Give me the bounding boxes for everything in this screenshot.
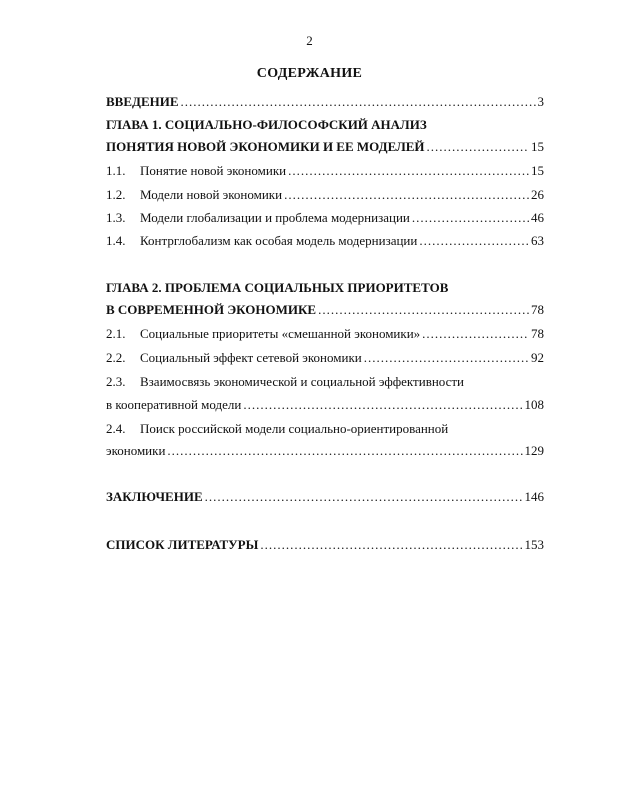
- toc-entry-2-3[interactable]: [106, 397, 544, 413]
- toc-entry-2-3-line1[interactable]: [106, 374, 544, 390]
- toc-entry-label: ЗАКЛЮЧЕНИЕ: [106, 489, 203, 504]
- toc-entry-2-4[interactable]: [106, 443, 544, 459]
- dot-leader: [284, 187, 529, 203]
- toc-entry-intro[interactable]: [106, 94, 544, 110]
- section-title-continued: в кооперативной модели: [106, 397, 242, 412]
- chapter-2-heading[interactable]: ГЛАВА 2. ПРОБЛЕМА СОЦИАЛЬНЫХ ПРИОРИТЕТОВ: [106, 280, 449, 295]
- section-title: Контрглобализм как особая модель модернизации: [140, 233, 418, 248]
- toc-entry-page: 15: [531, 163, 544, 178]
- toc-entry-page: 92: [531, 350, 544, 365]
- section-number: 2.3.: [106, 374, 126, 389]
- toc-entry-page: 78: [531, 326, 544, 341]
- toc-entry-page: 108: [524, 397, 544, 412]
- toc-entry-chapter-1[interactable]: [106, 139, 544, 155]
- toc-entry-page: 129: [524, 443, 544, 458]
- toc-entry-page: 153: [524, 537, 544, 552]
- section-title: Социальные приоритеты «смешанной экономики»: [140, 326, 421, 341]
- dot-leader: [288, 163, 529, 179]
- toc-entry-conclusion[interactable]: [106, 489, 544, 505]
- dot-leader: [260, 537, 522, 553]
- chapter-2-heading-line2: В СОВРЕМЕННОЙ ЭКОНОМИКЕ: [106, 302, 317, 317]
- section-title: Модели глобализации и проблема модернизации: [140, 210, 410, 225]
- page-number: 2: [306, 33, 313, 48]
- section-title: Модели новой экономики: [140, 187, 283, 202]
- dot-leader: [243, 397, 522, 413]
- toc-entry-label: СПИСОК ЛИТЕРАТУРЫ: [106, 537, 259, 552]
- toc-entry-page: 46: [531, 210, 544, 225]
- toc-title: СОДЕРЖАНИЕ: [256, 66, 363, 81]
- dot-leader: [422, 326, 529, 342]
- dot-leader: [412, 210, 529, 226]
- section-title: Взаимосвязь экономической и социальной эффективности: [140, 374, 465, 389]
- section-title: Понятие новой экономики: [140, 163, 287, 178]
- toc-entry-2-4-line1[interactable]: [106, 421, 544, 437]
- dot-leader: [167, 443, 522, 459]
- chapter-1-heading[interactable]: ГЛАВА 1. СОЦИАЛЬНО-ФИЛОСОФСКИЙ АНАЛИЗ: [106, 117, 427, 132]
- toc-entry-page: 26: [531, 187, 544, 202]
- toc-entry-label: ВВЕДЕНИЕ: [106, 94, 179, 109]
- toc-entry-page: 15: [531, 139, 544, 154]
- section-number: 2.2.: [106, 350, 126, 365]
- section-title: Социальный эффект сетевой экономики: [140, 350, 362, 365]
- toc-entry-page: 63: [531, 233, 544, 248]
- section-number: 1.3.: [106, 210, 126, 225]
- toc-entry-bibliography[interactable]: [106, 537, 544, 553]
- toc-entry-1-4[interactable]: [106, 233, 544, 249]
- section-number: 1.2.: [106, 187, 126, 202]
- dot-leader: [318, 302, 529, 318]
- section-title-continued: экономики: [106, 443, 166, 458]
- dot-leader: [181, 94, 536, 110]
- toc-entry-2-1[interactable]: [106, 326, 544, 342]
- dot-leader: [427, 139, 529, 155]
- section-number: 2.1.: [106, 326, 126, 341]
- dot-leader: [205, 489, 523, 505]
- toc-entry-chapter-2[interactable]: [106, 302, 544, 318]
- toc-entry-page: 3: [537, 94, 544, 109]
- section-number: 2.4.: [106, 421, 126, 436]
- section-number: 1.1.: [106, 163, 126, 178]
- toc-entry-2-2[interactable]: [106, 350, 544, 366]
- toc-entry-1-3[interactable]: [106, 210, 544, 226]
- section-title: Поиск российской модели социально-ориентированной: [140, 421, 449, 436]
- dot-leader: [419, 233, 529, 249]
- toc-entry-page: 78: [531, 302, 544, 317]
- toc-entry-page: 146: [524, 489, 544, 504]
- toc-entry-1-1[interactable]: [106, 163, 544, 179]
- chapter-1-heading-line2: ПОНЯТИЯ НОВОЙ ЭКОНОМИКИ И ЕЕ МОДЕЛЕЙ: [106, 139, 425, 154]
- toc-entry-1-2[interactable]: [106, 187, 544, 203]
- section-number: 1.4.: [106, 233, 126, 248]
- dot-leader: [364, 350, 529, 366]
